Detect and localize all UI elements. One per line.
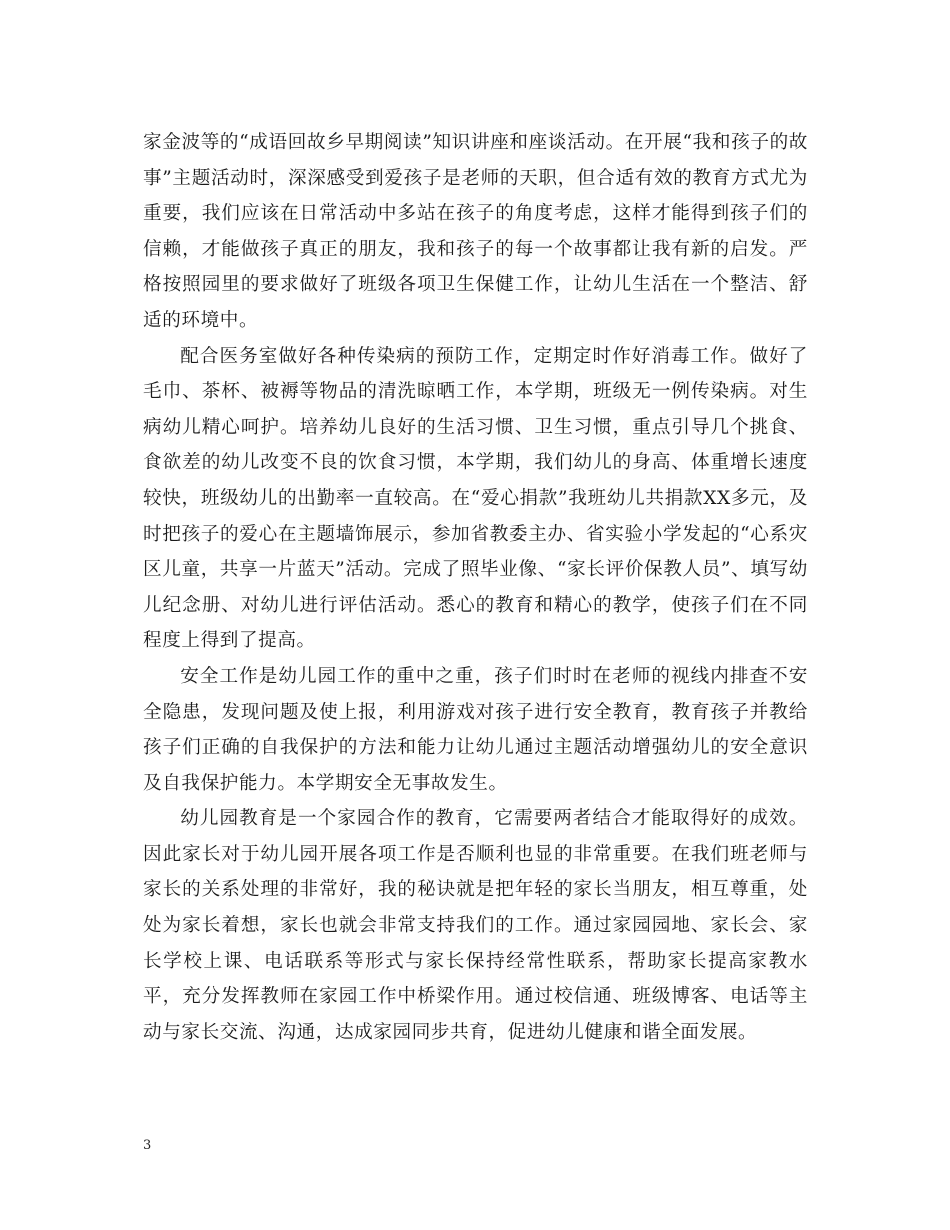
paragraph-safety: 安全工作是幼儿园工作的重中之重，孩子们时时在老师的视线内排查不安全隐患，发现问题及使上报，利用游戏对孩子进行安全教育，教育孩子并教给孩子们正确的自我保护的方法和能力让幼儿通过主题活动增强幼儿的安全意识及自我保护能力。本学期安全无事故发生。	[143, 665, 808, 794]
paragraph-family-cooperation: 幼儿园教育是一个家园合作的教育，它需要两者结合才能取得好的成效。因此家长对于幼儿园开展各项工作是否顺利也显的非常重要。在我们班老师与家长的关系处理的非常好，我的秘诀就是把年轻的家长当朋友，相互尊重，处处为家长着想，家长也就会非常支持我们的工作。通过家园园地、家长会、家长学校上课、电话联系等形式与家长保持经常性联系，帮助家长提高家教水平，充分发挥教师在家园工作中桥梁作用。通过校信通、班级博客、电话等主动与家长交流、沟通，达成家园同步共育，促进幼儿健康和谐全面发展。	[143, 808, 808, 1043]
document-body	[143, 125, 808, 1050]
paragraph-continued: 家金波等的“成语回故乡早期阅读”知识讲座和座谈活动。在开展“我和孩子的故事”主题活动时，深深感受到爱孩子是老师的天职，但合适有效的教育方式尤为重要，我们应该在日常活动中多站在孩子的角度考虑，这样才能得到孩子们的信赖，才能做孩子真正的朋友，我和孩子的每一个故事都让我有新的启发。严格按照园里的要求做好了班级各项卫生保健工作，让幼儿生活在一个整洁、舒适的环境中。	[143, 132, 808, 331]
paragraph-health-care: 配合医务室做好各种传染病的预防工作，定期定时作好消毒工作。做好了毛巾、茶杯、被褥等物品的清洗晾晒工作，本学期，班级无一例传染病。对生病幼儿精心呵护。培养幼儿良好的生活习惯、卫生习惯，重点引导几个挑食、食欲差的幼儿改变不良的饮食习惯，本学期，我们幼儿的身高、体重增长速度较快，班级幼儿的出勤率一直较高。在“爱心捐款”我班幼儿共捐款XX多元，及时把孩子的爱心在主题墙饰展示，参加省教委主办、省实验小学发起的“心系灾区儿童，共享一片蓝天”活动。完成了照毕业像、“家长评价保教人员”、填写幼儿纪念册、对幼儿进行评估活动。悉心的教育和精心的教学，使孩子们在不同程度上得到了提高。	[143, 345, 808, 652]
page-number: 3	[143, 1138, 152, 1153]
